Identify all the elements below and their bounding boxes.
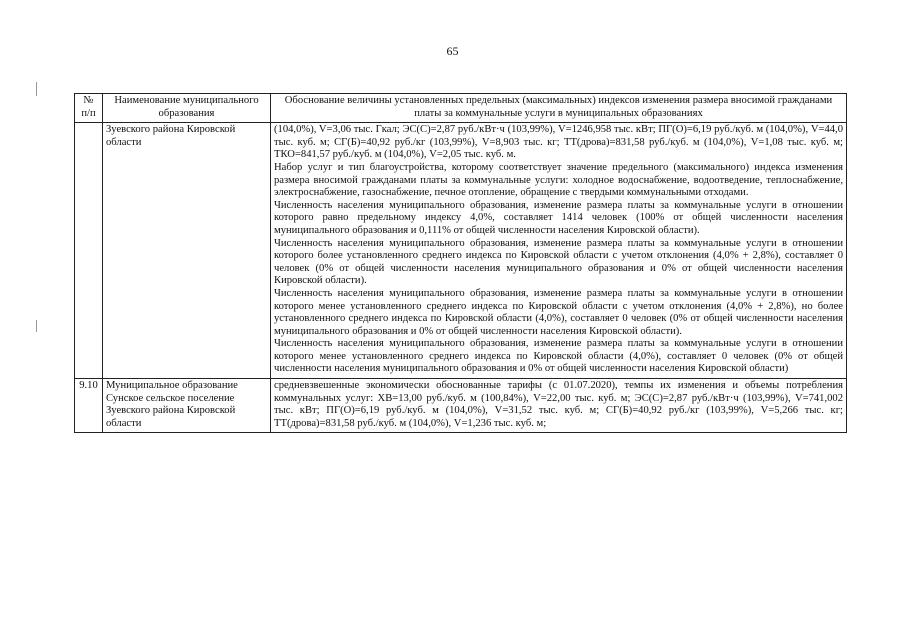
justification-cell <box>271 123 847 379</box>
page-number: 65 <box>446 44 459 58</box>
justification-paragraph: Численность населения муниципального образования, изменение размера платы за коммунальные услуги в отношении которого менее установленного среднего индекса по Кировской области (4,0%), составляет 0 человек (0% от общей численности населения муниципального образования и 0% от общей численности населения Кировской области) <box>274 338 843 375</box>
tariff-justification-table <box>74 93 847 433</box>
header-municipality-name: Наименование муниципального образования <box>103 94 271 123</box>
margin-mark <box>36 82 37 96</box>
table-row <box>75 379 847 433</box>
municipality-name: Муниципальное образование Сунское сельское поселение Зуевского района Кировской области <box>103 379 271 433</box>
header-justification: Обоснование величины установленных предельных (максимальных) индексов изменения размера вносимой гражданами платы за коммунальные услуги в муниципальных образованиях <box>271 94 847 123</box>
justification-paragraph: Численность населения муниципального образования, изменение размера платы за коммунальные услуги в отношении которого равно предельному индексу 4,0%, составляет 1414 человек (100% от общей численности населения муниципального образования и 0,111% от общей численности населения Кировской области). <box>274 199 843 236</box>
row-number: 9.10 <box>75 379 103 433</box>
justification-paragraph: (104,0%), V=3,06 тыс. Гкал; ЭС(С)=2,87 руб./кВт·ч (103,99%), V=1246,958 тыс. кВт; ПГ(О)=6,19 руб./куб. м (104,0%), V=44,0 тыс. куб. м; СГ(Б)=40,92 руб./кг (103,99%), V=8,903 тыс. кг; ТТ(дрова)=831,58 руб./куб. м (104,0%), V=1,08 тыс. куб. м; ТКО=841,57 руб./куб. м (104,0%), V=2,05 тыс. куб. м. <box>274 124 843 161</box>
header-number: № п/п <box>75 94 103 123</box>
municipality-name: Зуевского района Кировской области <box>103 123 271 379</box>
justification-paragraph: Набор услуг и тип благоустройства, которому соответствует значение предельного (максимального) индекса изменения размера вносимой гражданами платы за коммунальные услуги: холодное водоснабжение, водоотведение, теплоснабжение, электроснабжение, газоснабжение, печное отопление, обращение с твердыми коммунальными отходами. <box>274 161 843 199</box>
justification-paragraph: Численность населения муниципального образования, изменение размера платы за коммунальные услуги в отношении которого более установленного среднего индекса по Кировской области с учетом отклонения (4,0% + 2,8%), составляет 0 человек (0% от общей численности населения муниципального образования и 0% от общей численности населения Кировской области). <box>274 237 843 287</box>
justification-cell <box>271 379 847 433</box>
table-row <box>75 123 847 379</box>
table-header-row <box>75 94 847 123</box>
margin-mark <box>36 320 37 332</box>
justification-paragraph: средневзвешенные экономически обоснованные тарифы (с 01.07.2020), темпы их изменения и объемы потребления коммунальных услуг: ХВ=13,00 руб./куб. м (100,84%), V=22,00 тыс. куб. м; ЭС(С)=2,87 руб./кВт·ч (103,99%), V=741,002 тыс. кВт; ПГ(О)=6,19 руб./куб. м (104,0%), V=31,52 тыс. куб. м; СГ(Б)=40,92 руб./кг (103,99%), V=5,266 тыс. кг; ТТ(дрова)=831,58 руб./куб. м (104,0%), V=1,236 тыс. куб. м; <box>274 380 843 429</box>
justification-paragraph: Численность населения муниципального образования, изменение размера платы за коммунальные услуги в отношении которого менее установленного среднего индекса по Кировской области с учетом отклонения (4,0% + 2,8%), но более установленного среднего индекса по Кировской области (4,0%), составляет 0 человек (0% от общей численности населения муниципального образования и 0% от общей численности населения Кировской области). <box>274 287 843 337</box>
row-number <box>75 123 103 379</box>
